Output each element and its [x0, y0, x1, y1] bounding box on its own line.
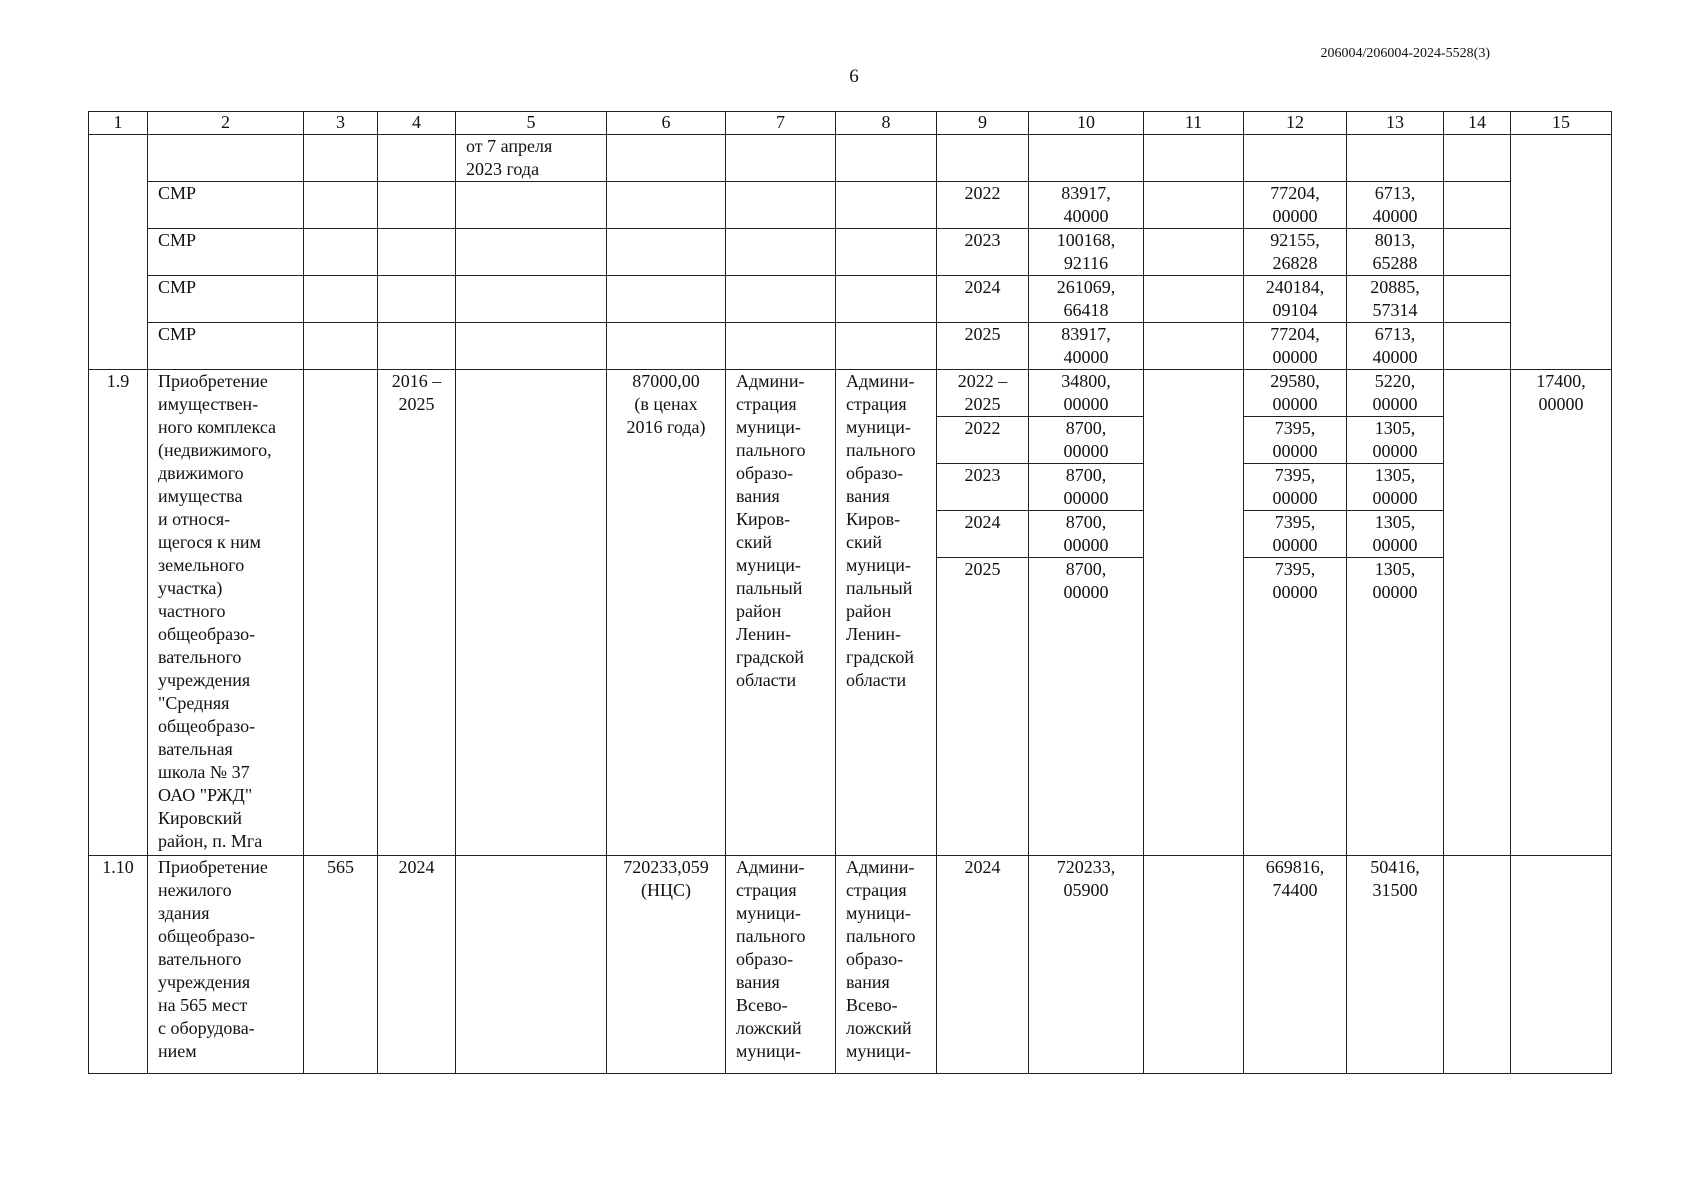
- cell-label: СМР: [148, 229, 304, 276]
- cell: [607, 182, 726, 229]
- cell-total: 8700, 00000: [1029, 417, 1144, 464]
- column-number: 7: [726, 112, 836, 135]
- cell-value: 1305, 00000: [1347, 511, 1444, 558]
- cell: [456, 323, 607, 370]
- table-row: [89, 856, 1612, 1074]
- cell: [456, 370, 607, 856]
- cell: [726, 135, 836, 182]
- column-number: 2: [148, 112, 304, 135]
- cell: [304, 182, 378, 229]
- cell-cost: 720233,059 (НЦС): [607, 856, 726, 1074]
- cell: [1244, 135, 1347, 182]
- column-number: 5: [456, 112, 607, 135]
- cell: [726, 323, 836, 370]
- cell-label: СМР: [148, 182, 304, 229]
- cell: [1511, 856, 1612, 1074]
- cell: [607, 323, 726, 370]
- cell: [836, 276, 937, 323]
- cell: [304, 135, 378, 182]
- cell: [456, 229, 607, 276]
- cell: [1444, 370, 1511, 856]
- cell-year: 2023: [937, 464, 1029, 511]
- cell: [726, 276, 836, 323]
- cell: [456, 182, 607, 229]
- column-number-row: [89, 112, 1612, 135]
- cell-num: 1.10: [89, 856, 148, 1074]
- cell-customer: Админи- страция муници- пального образо- вания Всево- ложский муници-: [726, 856, 836, 1074]
- cell: [378, 323, 456, 370]
- cell-year: 2024: [937, 511, 1029, 558]
- cell-label: СМР: [148, 323, 304, 370]
- cell-value: 50416, 31500: [1347, 856, 1444, 1074]
- column-number: 11: [1144, 112, 1244, 135]
- cell-value: 29580, 00000: [1244, 370, 1347, 417]
- cell-value: 77204, 00000: [1244, 323, 1347, 370]
- cell: [148, 135, 304, 182]
- cell: [1144, 856, 1244, 1074]
- cell-value: 7395, 00000: [1244, 558, 1347, 856]
- cell: [836, 135, 937, 182]
- column-number: 12: [1244, 112, 1347, 135]
- cell-period: 2016 – 2025: [378, 370, 456, 856]
- cell-total: 8700, 00000: [1029, 511, 1144, 558]
- cell: [304, 370, 378, 856]
- table-row: [89, 182, 1612, 229]
- cell-value: 5220, 00000: [1347, 370, 1444, 417]
- cell-value: 240184, 09104: [1244, 276, 1347, 323]
- table-row: [89, 229, 1612, 276]
- cell-name: Приобретение имуществен- ного комплекса (недвижимого, движимого имущества и относя- щегося к ним земельного участка) частного общеобразо- вательного учреждения "Средняя общеобразо- вательная школа № 37 ОАО "РЖД" Кировский район, п. Мга: [148, 370, 304, 856]
- cell-customer: Админи- страция муници- пального образо- вания Киров- ский муници- пальный район Ленин- градской области: [726, 370, 836, 856]
- column-number: 14: [1444, 112, 1511, 135]
- cell-value: 7395, 00000: [1244, 511, 1347, 558]
- cell-total: 83917, 40000: [1029, 182, 1144, 229]
- column-number: 3: [304, 112, 378, 135]
- cell: [1144, 135, 1244, 182]
- cell: [1144, 323, 1244, 370]
- cell: [937, 135, 1029, 182]
- cell: [726, 182, 836, 229]
- cell-year: 2024: [937, 856, 1029, 1074]
- cell-value: 8013, 65288: [1347, 229, 1444, 276]
- cell-year: 2022: [937, 417, 1029, 464]
- budget-table: [88, 111, 1612, 1074]
- cell-total: 261069, 66418: [1029, 276, 1144, 323]
- cell: [1511, 135, 1612, 370]
- page-number: 6: [849, 66, 859, 87]
- cell-name: Приобретение нежилого здания общеобразо- вательного учреждения на 565 мест с оборудова- нием: [148, 856, 304, 1074]
- table-row: [89, 276, 1612, 323]
- column-number: 9: [937, 112, 1029, 135]
- cell-value: 17400, 00000: [1511, 370, 1612, 856]
- cell-total: 8700, 00000: [1029, 464, 1144, 511]
- column-number: 8: [836, 112, 937, 135]
- cell-total: 100168, 92116: [1029, 229, 1144, 276]
- cell-value: 7395, 00000: [1244, 464, 1347, 511]
- cell-value: 7395, 00000: [1244, 417, 1347, 464]
- cell-value: 6713, 40000: [1347, 323, 1444, 370]
- column-number: 1: [89, 112, 148, 135]
- cell: [304, 229, 378, 276]
- cell: [1347, 135, 1444, 182]
- cell-year: 2022 – 2025: [937, 370, 1029, 417]
- cell-value: 20885, 57314: [1347, 276, 1444, 323]
- cell: [1144, 370, 1244, 856]
- cell-total: 83917, 40000: [1029, 323, 1144, 370]
- cell-executor: Админи- страция муници- пального образо- вания Всево- ложский муници-: [836, 856, 937, 1074]
- cell: [378, 182, 456, 229]
- cell-capacity: 565: [304, 856, 378, 1074]
- cell: [1029, 135, 1144, 182]
- cell-num: [89, 135, 148, 370]
- cell: [607, 276, 726, 323]
- cell: [456, 276, 607, 323]
- cell-year: 2025: [937, 558, 1029, 856]
- column-number: 13: [1347, 112, 1444, 135]
- table-row: [89, 323, 1612, 370]
- cell: [1144, 229, 1244, 276]
- cell: [378, 135, 456, 182]
- cell: [456, 856, 607, 1074]
- cell: [726, 229, 836, 276]
- cell-period: 2024: [378, 856, 456, 1074]
- cell-value: 1305, 00000: [1347, 464, 1444, 511]
- cell: [1444, 276, 1511, 323]
- cell: [607, 135, 726, 182]
- column-number: 4: [378, 112, 456, 135]
- cell-value: 1305, 00000: [1347, 558, 1444, 856]
- cell-year: 2022: [937, 182, 1029, 229]
- cell-date-text: от 7 апреля 2023 года: [456, 135, 607, 182]
- cell-cost: 87000,00 (в ценах 2016 года): [607, 370, 726, 856]
- cell-label: СМР: [148, 276, 304, 323]
- cell: [836, 323, 937, 370]
- cell: [1444, 323, 1511, 370]
- table-row: [89, 135, 1612, 182]
- column-number: 10: [1029, 112, 1144, 135]
- cell-value: 6713, 40000: [1347, 182, 1444, 229]
- cell: [607, 229, 726, 276]
- cell-value: 92155, 26828: [1244, 229, 1347, 276]
- table-row: [89, 370, 1612, 417]
- column-number: 6: [607, 112, 726, 135]
- cell-value: 77204, 00000: [1244, 182, 1347, 229]
- cell: [1144, 182, 1244, 229]
- cell: [378, 276, 456, 323]
- cell-total: 720233, 05900: [1029, 856, 1144, 1074]
- cell: [1444, 135, 1511, 182]
- cell-value: 1305, 00000: [1347, 417, 1444, 464]
- cell: [304, 276, 378, 323]
- cell: [304, 323, 378, 370]
- cell-num: 1.9: [89, 370, 148, 856]
- cell: [1444, 229, 1511, 276]
- cell: [836, 182, 937, 229]
- cell: [1444, 856, 1511, 1074]
- cell-year: 2023: [937, 229, 1029, 276]
- cell: [1444, 182, 1511, 229]
- cell-value: 669816, 74400: [1244, 856, 1347, 1074]
- column-number: 15: [1511, 112, 1612, 135]
- cell: [378, 229, 456, 276]
- cell-executor: Админи- страция муници- пального образо- вания Киров- ский муници- пальный район Ленин- градской области: [836, 370, 937, 856]
- cell: [1144, 276, 1244, 323]
- cell-year: 2025: [937, 323, 1029, 370]
- cell-year: 2024: [937, 276, 1029, 323]
- cell: [836, 229, 937, 276]
- document-id: 206004/206004-2024-5528(3): [1320, 46, 1490, 61]
- cell-total: 34800, 00000: [1029, 370, 1144, 417]
- cell-total: 8700, 00000: [1029, 558, 1144, 856]
